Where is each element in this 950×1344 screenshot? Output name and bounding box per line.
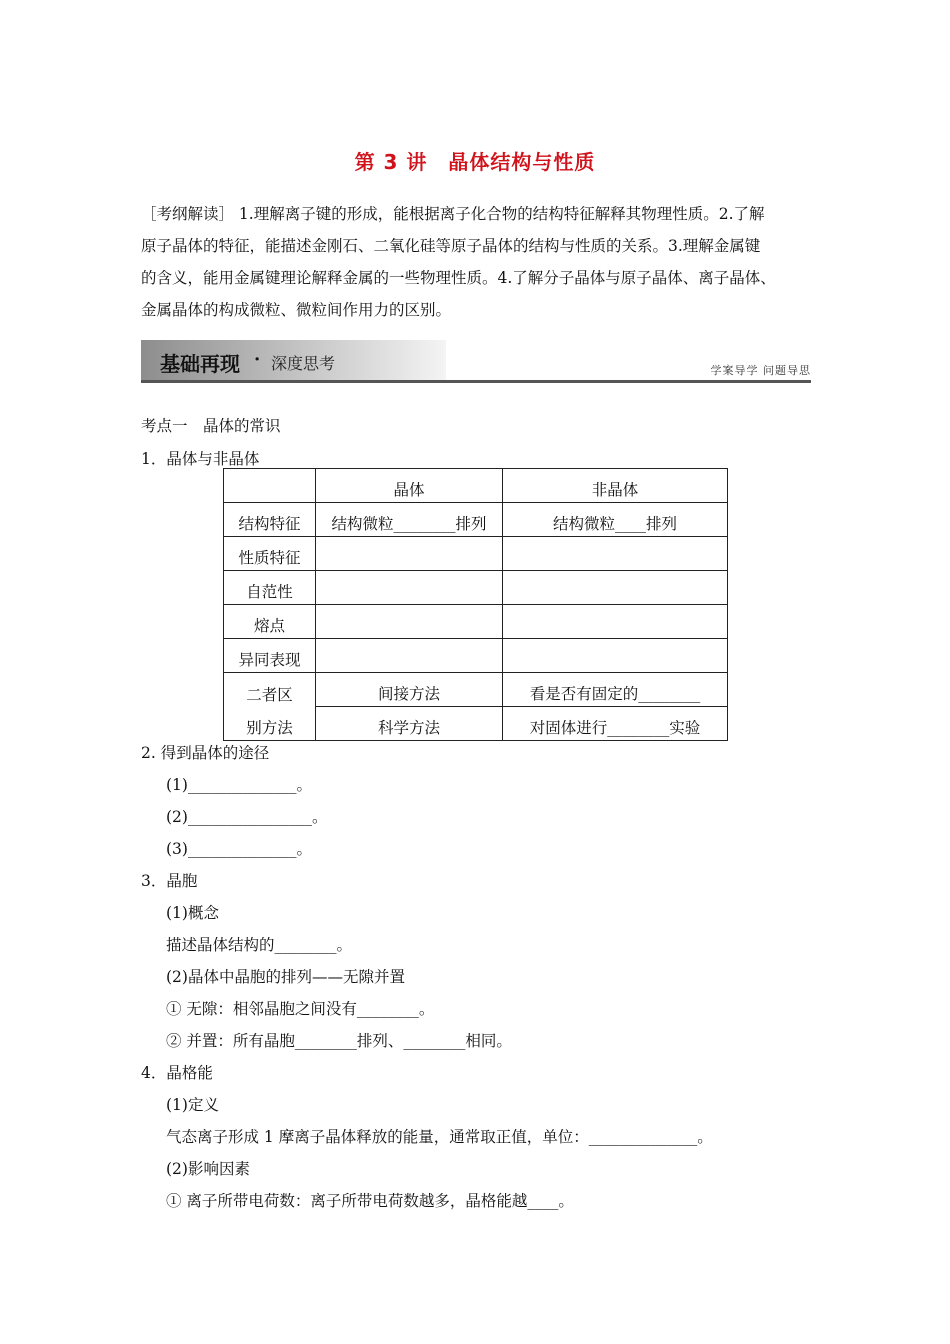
- table-header-row: [224, 469, 728, 503]
- table-row: [224, 537, 728, 571]
- list-item: (2)影响因素: [166, 1160, 250, 1178]
- banner-right-caption: 学案导学 问题导思: [710, 364, 811, 377]
- list-item: ① 离子所带电荷数：离子所带电荷数越多，晶格能越____。: [166, 1192, 574, 1210]
- banner-rule: [141, 380, 811, 383]
- table-cell: [316, 537, 503, 571]
- table-cell: 自范性: [224, 571, 316, 605]
- table-cell: 对固体进行________实验: [503, 707, 728, 741]
- list-item: (2)晶体中晶胞的排列——无隙并置: [166, 968, 405, 986]
- intro-line-4: 金属晶体的构成微粒、微粒间作用力的区别。: [141, 301, 452, 319]
- table-row: [224, 673, 728, 707]
- banner-dot: ·: [254, 349, 261, 370]
- table-cell: 间接方法: [316, 673, 503, 707]
- intro-line-1: ［考纲解读］ 1.理解离子键的形成，能根据离子化合物的结构特征解释其物理性质。2.了解: [141, 205, 765, 223]
- table-cell: [503, 605, 728, 639]
- table-header-cell: [224, 469, 316, 503]
- table-cell: [316, 639, 503, 673]
- table-header-cell: 非晶体: [503, 469, 728, 503]
- table-cell: [503, 537, 728, 571]
- table-row: [224, 707, 728, 741]
- table-row: [224, 571, 728, 605]
- table-cell: 科学方法: [316, 707, 503, 741]
- item-2-heading: 2. 得到晶体的途径: [141, 744, 270, 762]
- table-cell: 结构微粒________排列: [316, 503, 503, 537]
- table-cell: 看是否有固定的________: [503, 673, 728, 707]
- list-item: 气态离子形成 1 摩离子晶体释放的能量，通常取正值，单位：______________。: [166, 1128, 713, 1146]
- intro-line-3: 的含义，能用金属键理论解释金属的一些物理性质。4.了解分子晶体与原子晶体、离子晶体、: [141, 269, 776, 287]
- table-cell: [316, 605, 503, 639]
- list-item: 描述晶体结构的________。: [166, 936, 353, 954]
- table-row: [224, 639, 728, 673]
- section-heading: 考点一 晶体的常识: [141, 417, 281, 435]
- list-item: ① 无隙：相邻晶胞之间没有________。: [166, 1000, 435, 1018]
- list-item: (1)______________。: [166, 776, 312, 794]
- table-cell: 二者区: [224, 673, 316, 707]
- page-title: 第 3 讲 晶体结构与性质: [354, 150, 596, 174]
- list-item: (1)定义: [166, 1096, 219, 1114]
- list-item: (3)______________。: [166, 840, 312, 858]
- crystal-comparison-table: [223, 468, 728, 741]
- banner-main-title: 基础再现: [160, 352, 240, 376]
- list-item: (2)________________。: [166, 808, 328, 826]
- table-cell: 异同表现: [224, 639, 316, 673]
- list-item: ② 并置：所有晶胞________排列、________相同。: [166, 1032, 512, 1050]
- table-cell: [503, 639, 728, 673]
- table-cell: 熔点: [224, 605, 316, 639]
- table-cell: [503, 571, 728, 605]
- table-cell: 性质特征: [224, 537, 316, 571]
- item-4-heading: 4．晶格能: [141, 1064, 213, 1082]
- table-row: [224, 605, 728, 639]
- item-1-heading: 1．晶体与非晶体: [141, 450, 260, 468]
- table-cell: 结构微粒____排列: [503, 503, 728, 537]
- intro-line-2: 原子晶体的特征，能描述金刚石、二氧化硅等原子晶体的结构与性质的关系。3.理解金属键: [141, 237, 761, 255]
- item-3-heading: 3．晶胞: [141, 872, 198, 890]
- table-cell: [316, 571, 503, 605]
- table-cell: 结构特征: [224, 503, 316, 537]
- list-item: (1)概念: [166, 904, 219, 922]
- banner-subtitle: 深度思考: [271, 354, 336, 373]
- table-header-cell: 晶体: [316, 469, 503, 503]
- section-banner: [141, 340, 811, 384]
- table-cell: 别方法: [224, 707, 316, 741]
- table-row: [224, 503, 728, 537]
